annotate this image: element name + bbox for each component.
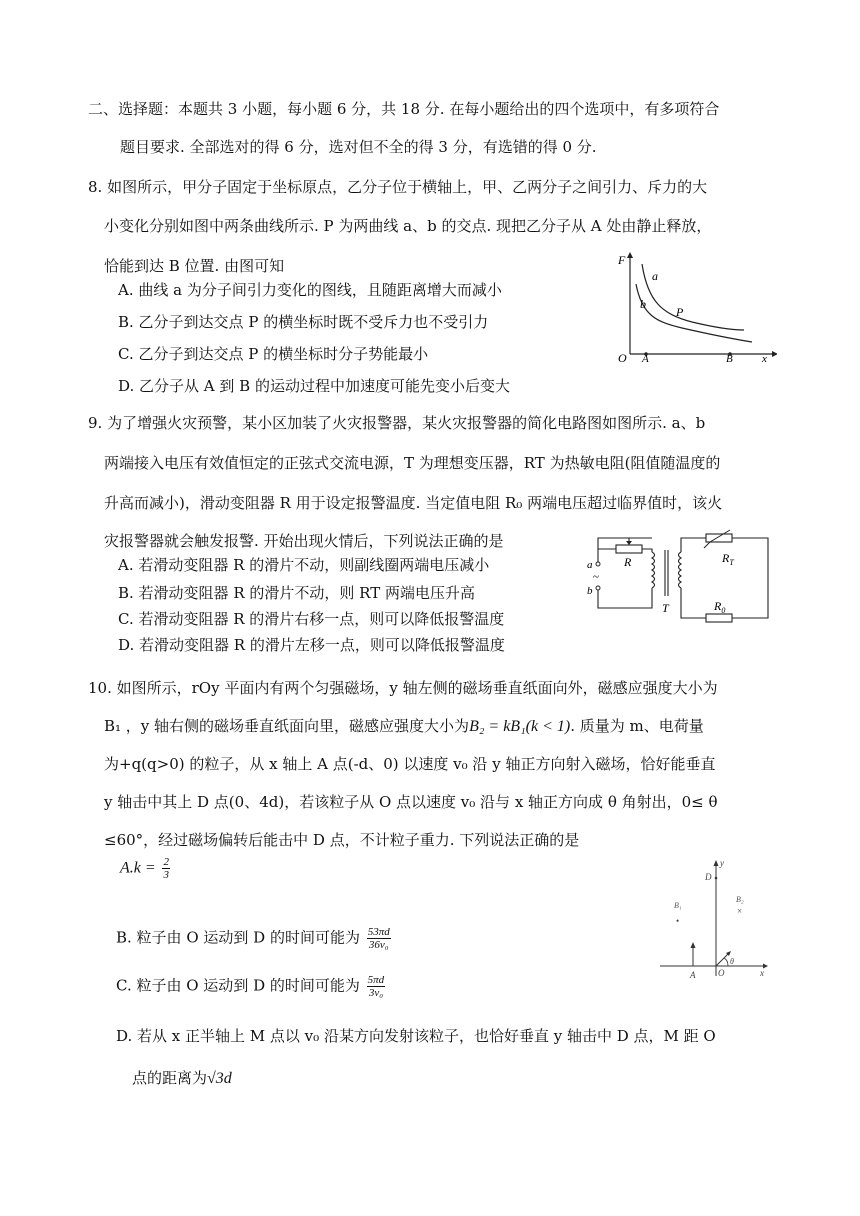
q10-stem-line2-tail: . 质量为 m、电荷量 [570,717,704,735]
q10-option-c-numerator: 5πd [367,974,385,986]
q8-fig-label-x: x [762,353,767,365]
q10-option-b-numerator: 53πd [367,926,390,938]
q10-option-b [116,926,391,951]
q10-b2-equation: B₂ = kB₁(k < 1) [469,718,571,735]
q9-fig-label-R0: $R_0$ [714,599,726,615]
q9-option-c: C. 若滑动变阻器 R 的滑片右移一点，则可以降低报警温度 [118,610,505,628]
q10-fig-label-D: D [705,872,712,882]
q8-fig-label-O: O [618,351,627,365]
q10-stem-line2-text: B₁ ，y 轴右侧的磁场垂直纸面向里，磁感应强度大小为 [104,717,470,735]
q10-option-a-numerator: 2 [163,856,169,868]
q10-stem-line3: 为+q(q>0) 的粒子，从 x 轴上 A 点(-d、0) 以速度 v₀ 沿 y 轴正方向射入磁场，恰好能垂直 [104,755,716,773]
q8-option-a: A. 曲线 a 为分子间引力变化的图线，且随距离增大而减小 [118,281,502,299]
q10-fig-label-dot: • [676,916,680,926]
q9-fig-label-tilde: ~ [593,571,599,583]
q8-stem-line3: 恰能到达 B 位置. 由图可知 [104,257,285,275]
q8-stem-line1: 8. 如图所示，甲分子固定于坐标原点，乙分子位于横轴上，甲、乙两分子之间引力、斥力的大 [88,178,708,196]
q10-fig-label-A: A [690,970,696,980]
q10-fig-label-B1: B₁ [674,901,682,910]
section-header-line2: 题目要求. 全部选对的得 6 分，选对但不全的得 3 分，有选错的得 0 分. [120,138,597,156]
q9-fig-label-R: R [624,555,632,569]
q9-circuit-diagram [584,528,774,628]
q10-stem-line5: ≤60°，经过磁场偏转后能击中 D 点，不计粒子重力. 下列说法正确的是 [104,831,580,849]
q8-fig-label-B: B [726,353,733,365]
q9-fig-label-b: b [587,585,593,597]
q9-option-d: D. 若滑动变阻器 R 的滑片左移一点，则可以降低报警温度 [118,636,505,654]
q10-option-d-text: 点的距离为 [132,1069,208,1087]
q10-option-c [116,974,385,999]
q10-option-c-denominator: 3v₀ [368,987,384,999]
q10-option-c-text: C. 粒子由 O 运动到 D 的时间可能为 [116,976,360,995]
q8-force-graph [612,250,777,365]
q8-fig-label-A: A [642,353,649,365]
q8-stem-line2: 小变化分别如图中两条曲线所示. P 为两曲线 a、b 的交点. 现把乙分子从 A 处由静止释放， [104,217,712,235]
q8-fig-label-b: b [640,297,646,311]
q10-stem-line1: 10. 如图所示，rOy 平面内有两个匀强磁场，y 轴左侧的磁场垂直纸面向外，磁感应强度大小为 [88,679,718,697]
q9-fig-label-RT: $R_T$ [722,551,734,567]
q10-option-a [120,856,170,881]
q10-option-d-line2 [132,1068,232,1089]
q9-stem-line1: 9. 为了增强火灾预警，某小区加装了火灾报警器，某火灾报警器的简化电路图如图所示. a、b [88,414,706,432]
q9-stem-line3: 升高而减小)，滑动变阻器 R 用于设定报警温度. 当定值电阻 R₀ 两端电压超过临界值时，该火 [104,494,723,512]
q8-fig-label-P: P [676,305,684,319]
q10-fig-label-cross: × [737,906,743,916]
q9-stem-line4: 灾报警器就会触发报警. 开始出现火情后，下列说法正确的是 [104,532,504,550]
q8-option-b: B. 乙分子到达交点 P 的横坐标时既不受斥力也不受引力 [118,313,489,331]
q9-option-b: B. 若滑动变阻器 R 的滑片不动，则 RT 两端电压升高 [118,584,475,602]
q10-fig-label-theta: θ [730,957,734,966]
q10-option-c-fraction [367,974,386,999]
q8-option-d: D. 乙分子从 A 到 B 的运动过程中加速度可能先变小后变大 [118,377,510,395]
q10-option-b-text: B. 粒子由 O 运动到 D 的时间可能为 [116,928,360,947]
q8-fig-label-a: a [652,269,658,283]
q9-option-a: A. 若滑动变阻器 R 的滑片不动，则副线圈两端电压减小 [118,556,490,574]
q9-stem-line2: 两端接入电压有效值恒定的正弦式交流电源，T 为理想变压器，RT 为热敏电阻(阻值随温度的 [104,454,721,472]
q10-option-a-label: A.k = [120,859,156,877]
q10-option-d-line1: D. 若从 x 正半轴上 M 点以 v₀ 沿某方向发射该粒子，也恰好垂直 y 轴击中 D 点，M 距 O [116,1027,716,1045]
q10-fig-label-y: y [720,858,724,868]
q10-fig-label-O: O [718,968,725,978]
q9-fig-label-a: a [587,559,593,571]
q10-option-b-fraction [367,926,391,951]
q10-stem-line2 [104,716,704,737]
section-header-line1: 二、选择题：本题共 3 小题，每小题 6 分，共 18 分. 在每小题给出的四个选项中，有多项符合 [88,100,720,118]
q8-fig-label-F: F [618,253,626,267]
q10-option-d-value: √3d [207,1070,232,1087]
q8-option-c: C. 乙分子到达交点 P 的横坐标时分子势能最小 [118,345,429,363]
q10-fig-label-B2: B₂ [736,895,744,904]
q10-option-b-denominator: 36v₀ [368,939,389,951]
q10-magnetic-field-diagram [656,858,771,980]
q9-fig-label-T: T [662,601,669,615]
q10-fig-label-x: x [760,968,764,978]
q10-stem-line4: y 轴击中其上 D 点(0、4d)，若该粒子从 O 点以速度 v₀ 沿与 x 轴正方向成 θ 角射出，0≤ θ [104,793,718,811]
q10-option-a-fraction [162,856,170,881]
q10-option-a-denominator: 3 [163,869,169,881]
